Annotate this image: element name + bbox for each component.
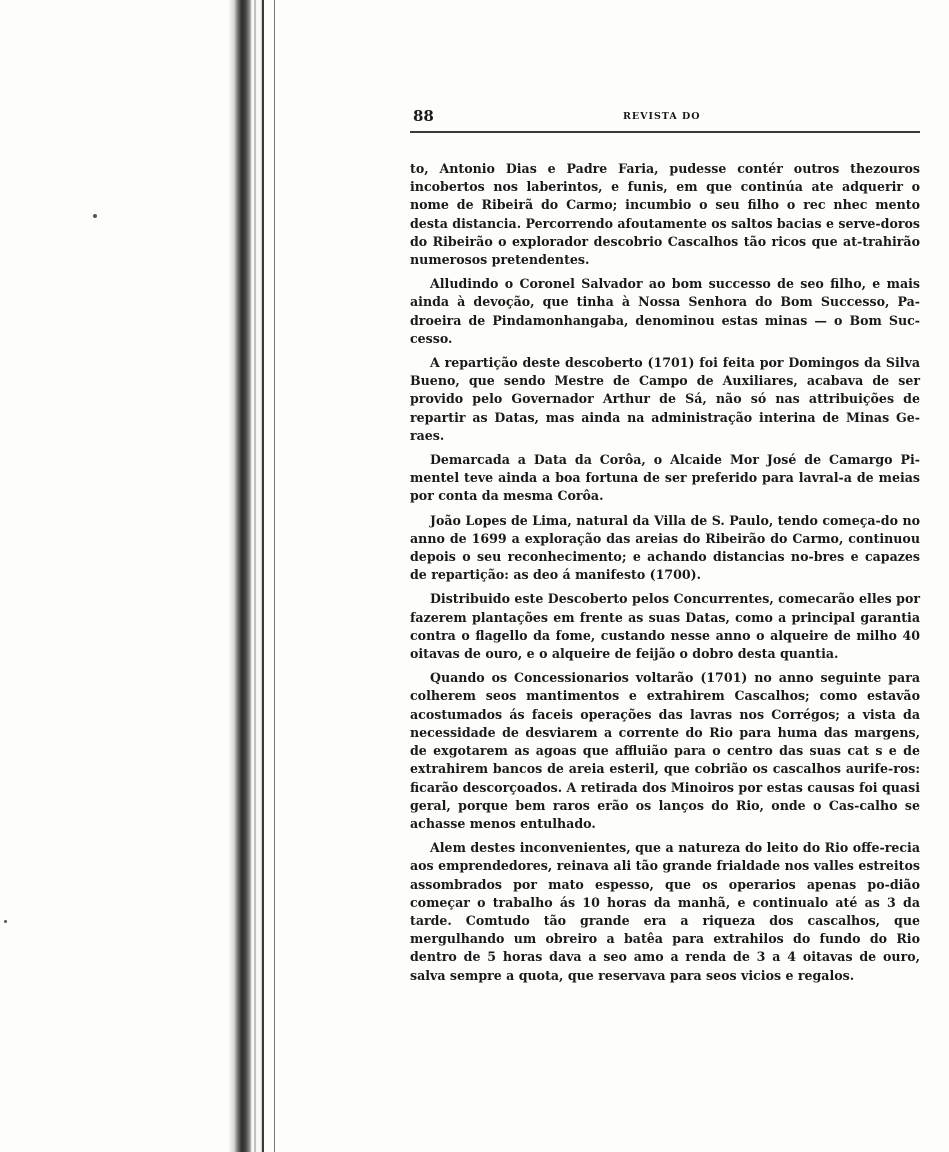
- scan-speck: [93, 214, 97, 218]
- body-text: [410, 160, 920, 985]
- page-number: 88: [413, 107, 434, 125]
- scan-speck: [4, 920, 7, 923]
- paragraph: to, Antonio Dias e Padre Faria, pudesse contér outros thezouros incobertos nos laberintos, e funis, em que continúa ate adquerir o nome de Ribeirã do Carmo; incumbio o seu filho o rec nhec mento desta distancia. Percorrendo afoutamente os saltos bacias e serve-doros do Ribeirão o explorador descobrio Cascalhos tão ricos que at-trahirão numerosos pretendentes.: [410, 161, 920, 268]
- running-title: REVISTA DO: [623, 111, 701, 122]
- spine-edge-line: [274, 0, 275, 1152]
- paragraph: Demarcada a Data da Corôa, o Alcaide Mor José de Camargo Pi-mentel teve ainda a boa fortuna de ser preferido para lavral-a de meias por conta da mesma Corôa.: [410, 452, 920, 504]
- page-header: [410, 107, 920, 133]
- book-spine-gutter: [228, 0, 286, 1152]
- paragraph: Quando os Concessionarios voltarão (1701) no anno seguinte para colherem seos mantimentos e extrahirem Cascalhos; como estavão acostumados ás faceis operações das lavras nos Corrégos; a vista da necessidade de desviarem a corrente do Rio para huma das margens, de exgotarem as agoas que affluião para o centro das suas cat s e de extrahirem bancos de areia esteril, que cobrião os cascalhos aurife-ros: ficarão descorçoados. A retirada dos Minoiros por estas causas foi quasi geral, porque bem raros erão os lanços do Rio, onde o Cas-calho se achasse menos entulhado.: [410, 670, 920, 831]
- paragraph: João Lopes de Lima, natural da Villa de S. Paulo, tendo começa-do no anno de 1699 a exploração das areias do Ribeirão do Carmo, continuou depois o seu reconhecimento; e achando distancias no-bres e capazes de repartição: as deo á manifesto (1700).: [410, 512, 920, 583]
- paragraph: Distribuido este Descoberto pelos Concurrentes, comecarão elles por fazerem plantações em frente as suas Datas, como a principal garantia contra o flagello da fome, custando nesse anno o alqueire de milho 40 oitavas de ouro, e o alqueire de feijão o dobro desta quantia.: [410, 591, 920, 662]
- spine-edge-line: [262, 0, 264, 1152]
- paragraph: A repartição deste descoberto (1701) foi feita por Domingos da Silva Bueno, que sendo Mestre de Campo de Auxiliares, acabava de ser provido pelo Governador Arthur de Sá, não só nas attribuições de repartir as Datas, mas ainda na administração interina de Minas Ge-raes.: [410, 355, 920, 443]
- book-page: [410, 107, 920, 991]
- paragraph: Alem destes inconvenientes, que a natureza do leito do Rio offe-recia aos emprendedores, reinava ali tão grande frialdade nos valles estreitos assombrados por mato espesso, que os operarios apenas po-dião começar o trabalho ás 10 horas da manhã, e continualo até as 3 da tarde. Comtudo tão grande era a riqueza dos cascalhos, que mergulhando um obreiro a batêa para extrahilos do fundo do Rio dentro de 5 horas dava a seo amo a renda de 3 a 4 oitavas de ouro, salva sempre a quota, que reservava para seos vicios e regalos.: [410, 840, 920, 983]
- paragraph: Alludindo o Coronel Salvador ao bom successo de seo filho, e mais ainda à devoção, que tinha à Nossa Senhora do Bom Successo, Pa-droeira de Pindamonhangaba, denominou estas minas — o Bom Suc-cesso.: [410, 276, 920, 346]
